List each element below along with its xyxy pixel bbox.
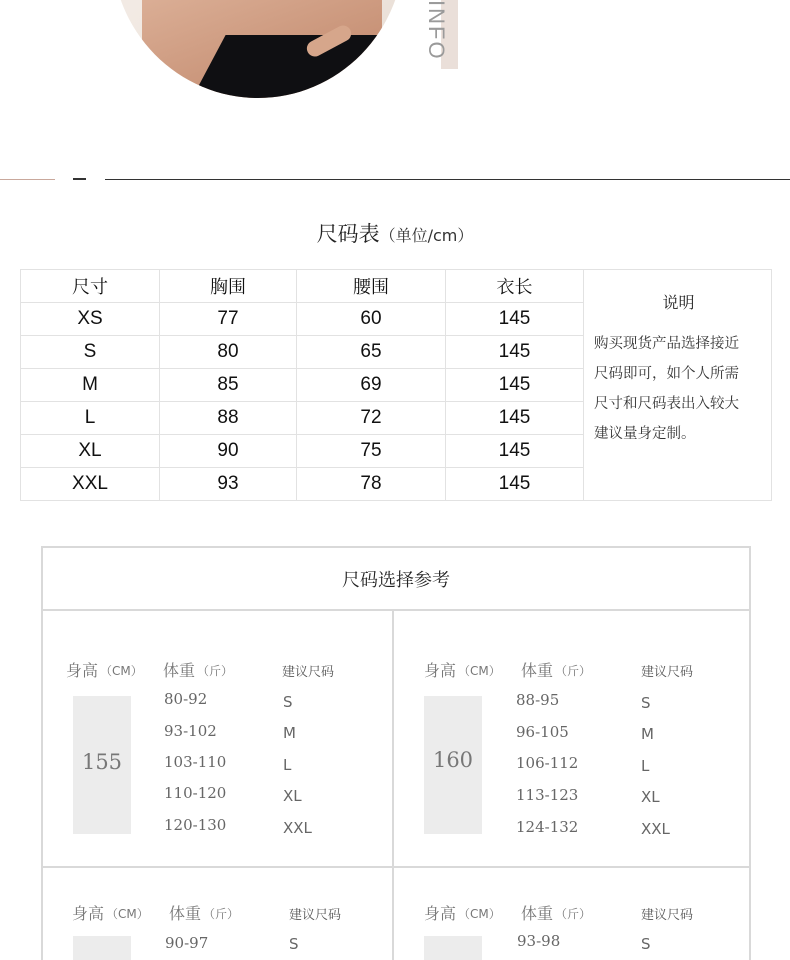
weight-label: 体重 bbox=[521, 904, 554, 923]
size-chart-title-text: 尺码表 bbox=[316, 222, 380, 246]
height-block bbox=[73, 936, 131, 960]
note-line: 尺寸和尺码表出入较大 bbox=[594, 396, 739, 412]
table-cell-length: 145 bbox=[446, 468, 584, 501]
table-cell-length: 145 bbox=[446, 369, 584, 402]
table-header-waist: 腰围 bbox=[297, 270, 446, 303]
divider-accent bbox=[0, 179, 55, 180]
size-chart-note bbox=[584, 270, 772, 501]
note-line: 建议量身定制。 bbox=[594, 426, 696, 442]
recommendation-title: 尺码选择参考 bbox=[43, 548, 749, 611]
weight-range: 96-105 bbox=[516, 723, 569, 741]
weight-range: 124-132 bbox=[516, 818, 579, 836]
weight-range: 113-123 bbox=[516, 786, 579, 804]
table-cell-chest: 85 bbox=[160, 369, 297, 402]
weight-range: 93-98 bbox=[517, 932, 561, 950]
recommended-size-label: 建议尺码 bbox=[282, 665, 335, 680]
weight-label: 体重 bbox=[169, 904, 202, 923]
table-cell-length: 145 bbox=[446, 402, 584, 435]
info-label: INFO bbox=[424, 0, 449, 61]
recommended-size: L bbox=[641, 757, 650, 775]
table-header-chest: 胸围 bbox=[160, 270, 297, 303]
table-cell-size: M bbox=[21, 369, 160, 402]
weight-unit: （斤） bbox=[555, 907, 592, 921]
table-cell-size: XS bbox=[21, 303, 160, 336]
table-cell-size: XXL bbox=[21, 468, 160, 501]
weight-unit: （斤） bbox=[203, 907, 240, 921]
table-cell-waist: 65 bbox=[297, 336, 446, 369]
table-cell-size: S bbox=[21, 336, 160, 369]
weight-range: 120-130 bbox=[164, 816, 227, 834]
weight-range: 88-95 bbox=[516, 691, 560, 709]
size-chart-title bbox=[0, 218, 790, 248]
height-label: 身高 bbox=[66, 661, 99, 680]
recommended-size: L bbox=[283, 756, 292, 774]
recommendation-panel-3 bbox=[43, 868, 391, 960]
height-label: 身高 bbox=[72, 904, 105, 923]
recommended-size: XXL bbox=[283, 819, 312, 837]
weight-range: 110-120 bbox=[164, 784, 227, 802]
divider-line bbox=[105, 179, 790, 180]
divider-dash bbox=[73, 178, 86, 180]
weight-unit: （斤） bbox=[555, 664, 592, 678]
table-cell-waist: 72 bbox=[297, 402, 446, 435]
recommended-size: S bbox=[641, 935, 651, 953]
recommendation-panel-160 bbox=[394, 611, 742, 866]
size-chart-unit: （单位/cm） bbox=[379, 226, 474, 245]
weight-range: 80-92 bbox=[164, 690, 208, 708]
height-label: 身高 bbox=[424, 904, 457, 923]
recommended-size: S bbox=[289, 935, 299, 953]
table-cell-size: XL bbox=[21, 435, 160, 468]
table-cell-chest: 77 bbox=[160, 303, 297, 336]
weight-unit: （斤） bbox=[197, 664, 234, 678]
table-cell-waist: 60 bbox=[297, 303, 446, 336]
table-cell-length: 145 bbox=[446, 435, 584, 468]
recommended-size-label: 建议尺码 bbox=[641, 665, 694, 680]
recommended-size: M bbox=[641, 725, 654, 743]
model-photo bbox=[112, 0, 404, 98]
recommended-size-label: 建议尺码 bbox=[641, 908, 694, 923]
table-header-length: 衣长 bbox=[446, 270, 584, 303]
table-header-size: 尺寸 bbox=[21, 270, 160, 303]
table-cell-waist: 75 bbox=[297, 435, 446, 468]
size-recommendation-box bbox=[41, 546, 751, 960]
height-value: 155 bbox=[81, 750, 123, 774]
height-unit: （CM） bbox=[100, 664, 143, 678]
table-cell-size: L bbox=[21, 402, 160, 435]
table-header-row bbox=[21, 270, 772, 303]
recommended-size: XL bbox=[641, 788, 660, 806]
weight-label: 体重 bbox=[163, 661, 196, 680]
height-value: 160 bbox=[432, 748, 474, 772]
note-body bbox=[594, 329, 763, 449]
note-line: 尺码即可，如个人所需 bbox=[594, 366, 739, 382]
table-cell-waist: 78 bbox=[297, 468, 446, 501]
table-cell-length: 145 bbox=[446, 303, 584, 336]
height-unit: （CM） bbox=[106, 907, 149, 921]
recommended-size: S bbox=[641, 694, 651, 712]
recommended-size: M bbox=[283, 724, 296, 742]
photo-black-dress bbox=[188, 35, 404, 98]
weight-range: 93-102 bbox=[164, 722, 217, 740]
note-line: 购买现货产品选择接近 bbox=[594, 336, 739, 352]
weight-range: 106-112 bbox=[516, 754, 579, 772]
table-cell-chest: 90 bbox=[160, 435, 297, 468]
height-unit: （CM） bbox=[458, 907, 501, 921]
height-block bbox=[424, 936, 482, 960]
recommended-size: S bbox=[283, 693, 293, 711]
table-cell-chest: 93 bbox=[160, 468, 297, 501]
table-cell-chest: 88 bbox=[160, 402, 297, 435]
table-cell-waist: 69 bbox=[297, 369, 446, 402]
recommendation-panel-4 bbox=[394, 868, 742, 960]
recommended-size: XL bbox=[283, 787, 302, 805]
note-title: 说明 bbox=[662, 293, 695, 312]
weight-range: 103-110 bbox=[164, 753, 227, 771]
recommended-size: XXL bbox=[641, 820, 670, 838]
size-chart-table bbox=[20, 269, 772, 501]
recommended-size-label: 建议尺码 bbox=[289, 908, 342, 923]
recommendation-panel-155 bbox=[43, 611, 391, 866]
table-cell-chest: 80 bbox=[160, 336, 297, 369]
weight-range: 90-97 bbox=[165, 934, 209, 952]
weight-label: 体重 bbox=[521, 661, 554, 680]
table-cell-length: 145 bbox=[446, 336, 584, 369]
height-label: 身高 bbox=[424, 661, 457, 680]
height-unit: （CM） bbox=[458, 664, 501, 678]
